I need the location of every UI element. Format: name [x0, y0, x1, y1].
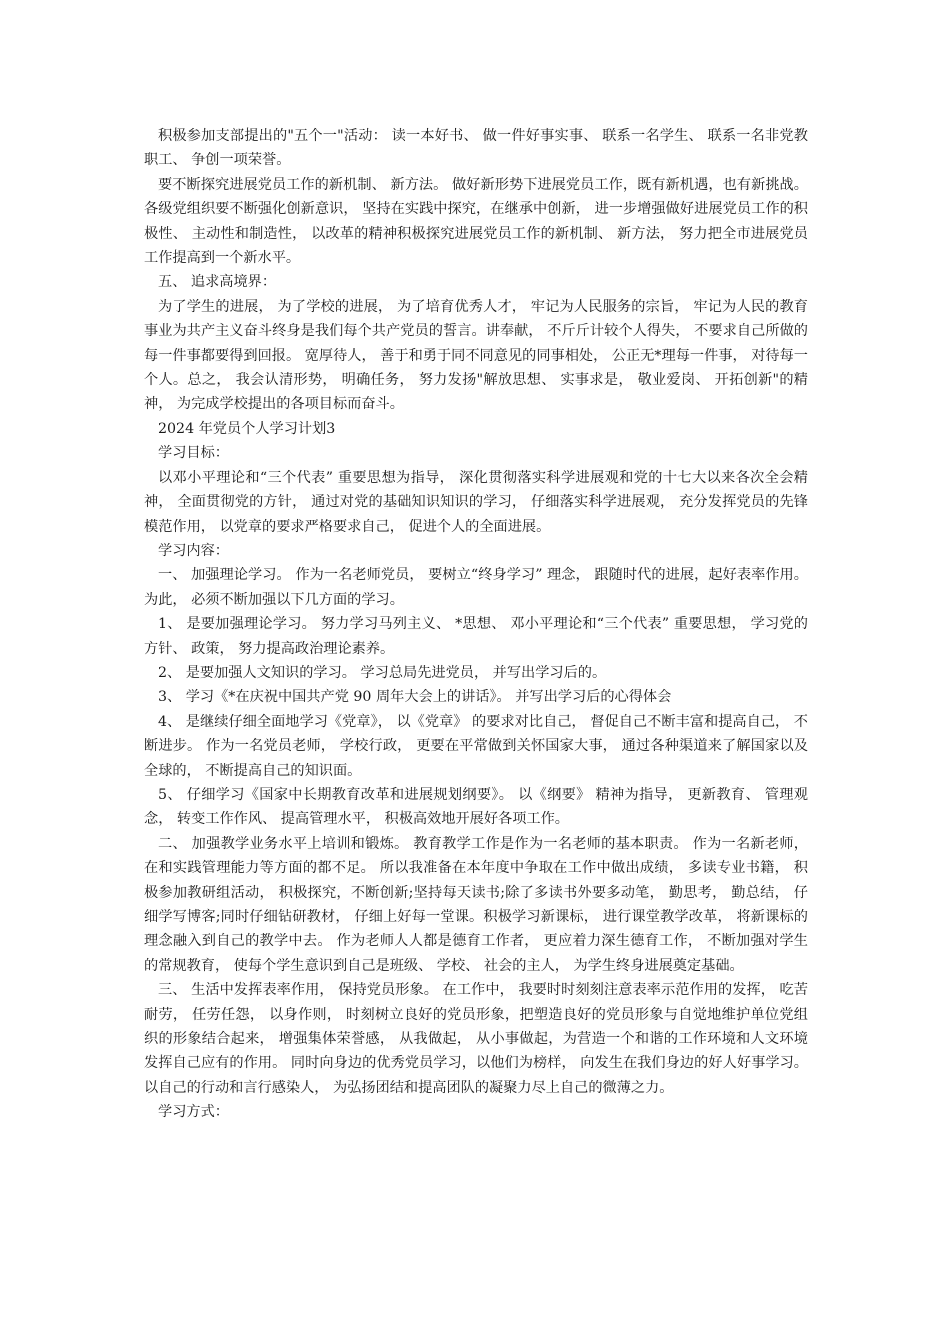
paragraph-activity: 积极参加支部提出的"五个一"活动： 读一本好书、 做一件好事实事、 联系一名学生、 联系一名非党教职工、 争创一项荣誉。 — [144, 128, 808, 169]
list-item-4: 4、 是继续仔细全面地学习《党章》， 以《党章》 的要求对比自己， 督促自己不断丰富和提高自己， 不断进步。 作为一名党员老师， 学校行政， 更要在平常做到关怀国家大事， 通过各种渠道来了解国家以及全球的， 不断提高自己的知识面。 — [144, 713, 808, 779]
paragraph-teaching: 二、 加强教学业务水平上培训和锻炼。 教育教学工作是作为一名老师的基本职责。 作为一名新老师， 在和实践管理能力等方面的都不足。 所以我准备在本年度中争取在工作中做出成绩， 多读专业书籍， 积极参加教研组活动， 积极探究，不断创新;坚持每天读书;除了多读书外要多动笔， 勤思考， 勤总结， 仔细学写博客;同时仔细钻研教材， 仔细上好每一堂课。积极学习新课标， 进行课堂教学改革， 将新课标的理念融入到自己的教学中去。 作为老师人人都是德育工作者， 更应着力深生德育工作， 不断加强对学生的常规教育， 使每个学生意识到自己是班级、 学校、 社会的主人， 为学生终身进展奠定基础。 — [144, 835, 808, 974]
list-item-1: 1、 是要加强理论学习。 努力学习马列主义、 *思想、 邓小平理论和“三个代表” 重要思想， 学习党的方针、 政策， 努力提高政治理论素养。 — [144, 616, 808, 657]
paragraph-life: 三、 生活中发挥表率作用， 保持党员形象。 在工作中， 我要时时刻刻注意表率示范作用的发挥， 吃苦耐劳， 任劳任怨， 以身作则， 时刻树立良好的党员形象，把塑造良好的党员形象与自觉地维护单位党组织的形象结合起来， 增强集体荣誉感， 从我做起， 从小事做起，为营造一个和谐的工作环境和人文环境发挥自己应有的作用。 同时向身边的优秀党员学习，以他们为榜样， 向发生在我们身边的好人好事学习。 以自己的行动和言行感染人， 为弘扬团结和提高团队的凝聚力尽上自己的微薄之力。 — [144, 982, 808, 1096]
heading-content: 学习内容： — [158, 542, 229, 559]
heading-methods: 学习方式： — [158, 1104, 229, 1121]
paragraph-pursue: 为了学生的进展， 为了学校的进展， 为了培育优秀人才， 牢记为人民服务的宗旨， 牢记为人民的教育事业为共产主义奋斗终身是我们每个共产党员的誓言。讲奉献， 不斤斤计较个人得失， 不要求自己所做的每一件事都要得到回报。 宽厚待人， 善于和勇于同不同意见的同事相处， 公正无*理每一件事， 对待每一个人。总之， 我会认清形势， 明确任务， 努力发扬"解放思想、 实事求是， 敬业爱岗、 开拓创新"的精神， 为完成学校提出的各项目标而奋斗。 — [144, 298, 808, 413]
heading-goals: 学习目标： — [158, 445, 229, 462]
document-title: 2024 年党员个人学习计划3 — [158, 420, 336, 437]
list-item-5: 5、 仔细学习《国家中长期教育改革和进展规划纲要》。 以《纲要》 精神为指导， 更新教育、 管理观念， 转变工作作风、 提高管理水平， 积极高效地开展好各项工作。 — [144, 786, 808, 828]
list-item-3: 3、 学习《*在庆祝中国共产党 90 周年大会上的讲话》。 并写出学习后的心得体会 — [158, 689, 672, 706]
paragraph-theory: 一、 加强理论学习。 作为一名老师党员， 要树立“终身学习” 理念， 跟随时代的进展，起好表率作用。 为此， 必须不断加强以下几方面的学习。 — [144, 567, 808, 608]
paragraph-new-mechanism: 要不断探究进展党员工作的新机制、 新方法。 做好新形势下进展党员工作，既有新机遇，也有新挑战。各级党组织要不断强化创新意识， 坚持在实践中探究，在继承中创新， 进一步增强做好进展党员工作的积极性、 主动性和制造性， 以改革的精神积极探究进展党员工作的新机制、 新方法， 努力把全市进展党员工作提高到一个新水平。 — [144, 176, 808, 267]
section-heading-five: 五、 追求高境界： — [158, 274, 277, 291]
list-item-2: 2、 是要加强人文知识的学习。 学习总局先进党员， 并写出学习后的。 — [158, 664, 607, 681]
document-page — [144, 124, 808, 1125]
paragraph-goals: 以邓小平理论和“三个代表” 重要思想为指导， 深化贯彻落实科学进展观和党的十七大以来各次全会精神， 全面贯彻党的方针， 通过对党的基础知识知识的学习， 仔细落实科学进展观， 充分发挥党员的先锋模范作用， 以党章的要求严格要求自己， 促进个人的全面进展。 — [144, 469, 808, 535]
